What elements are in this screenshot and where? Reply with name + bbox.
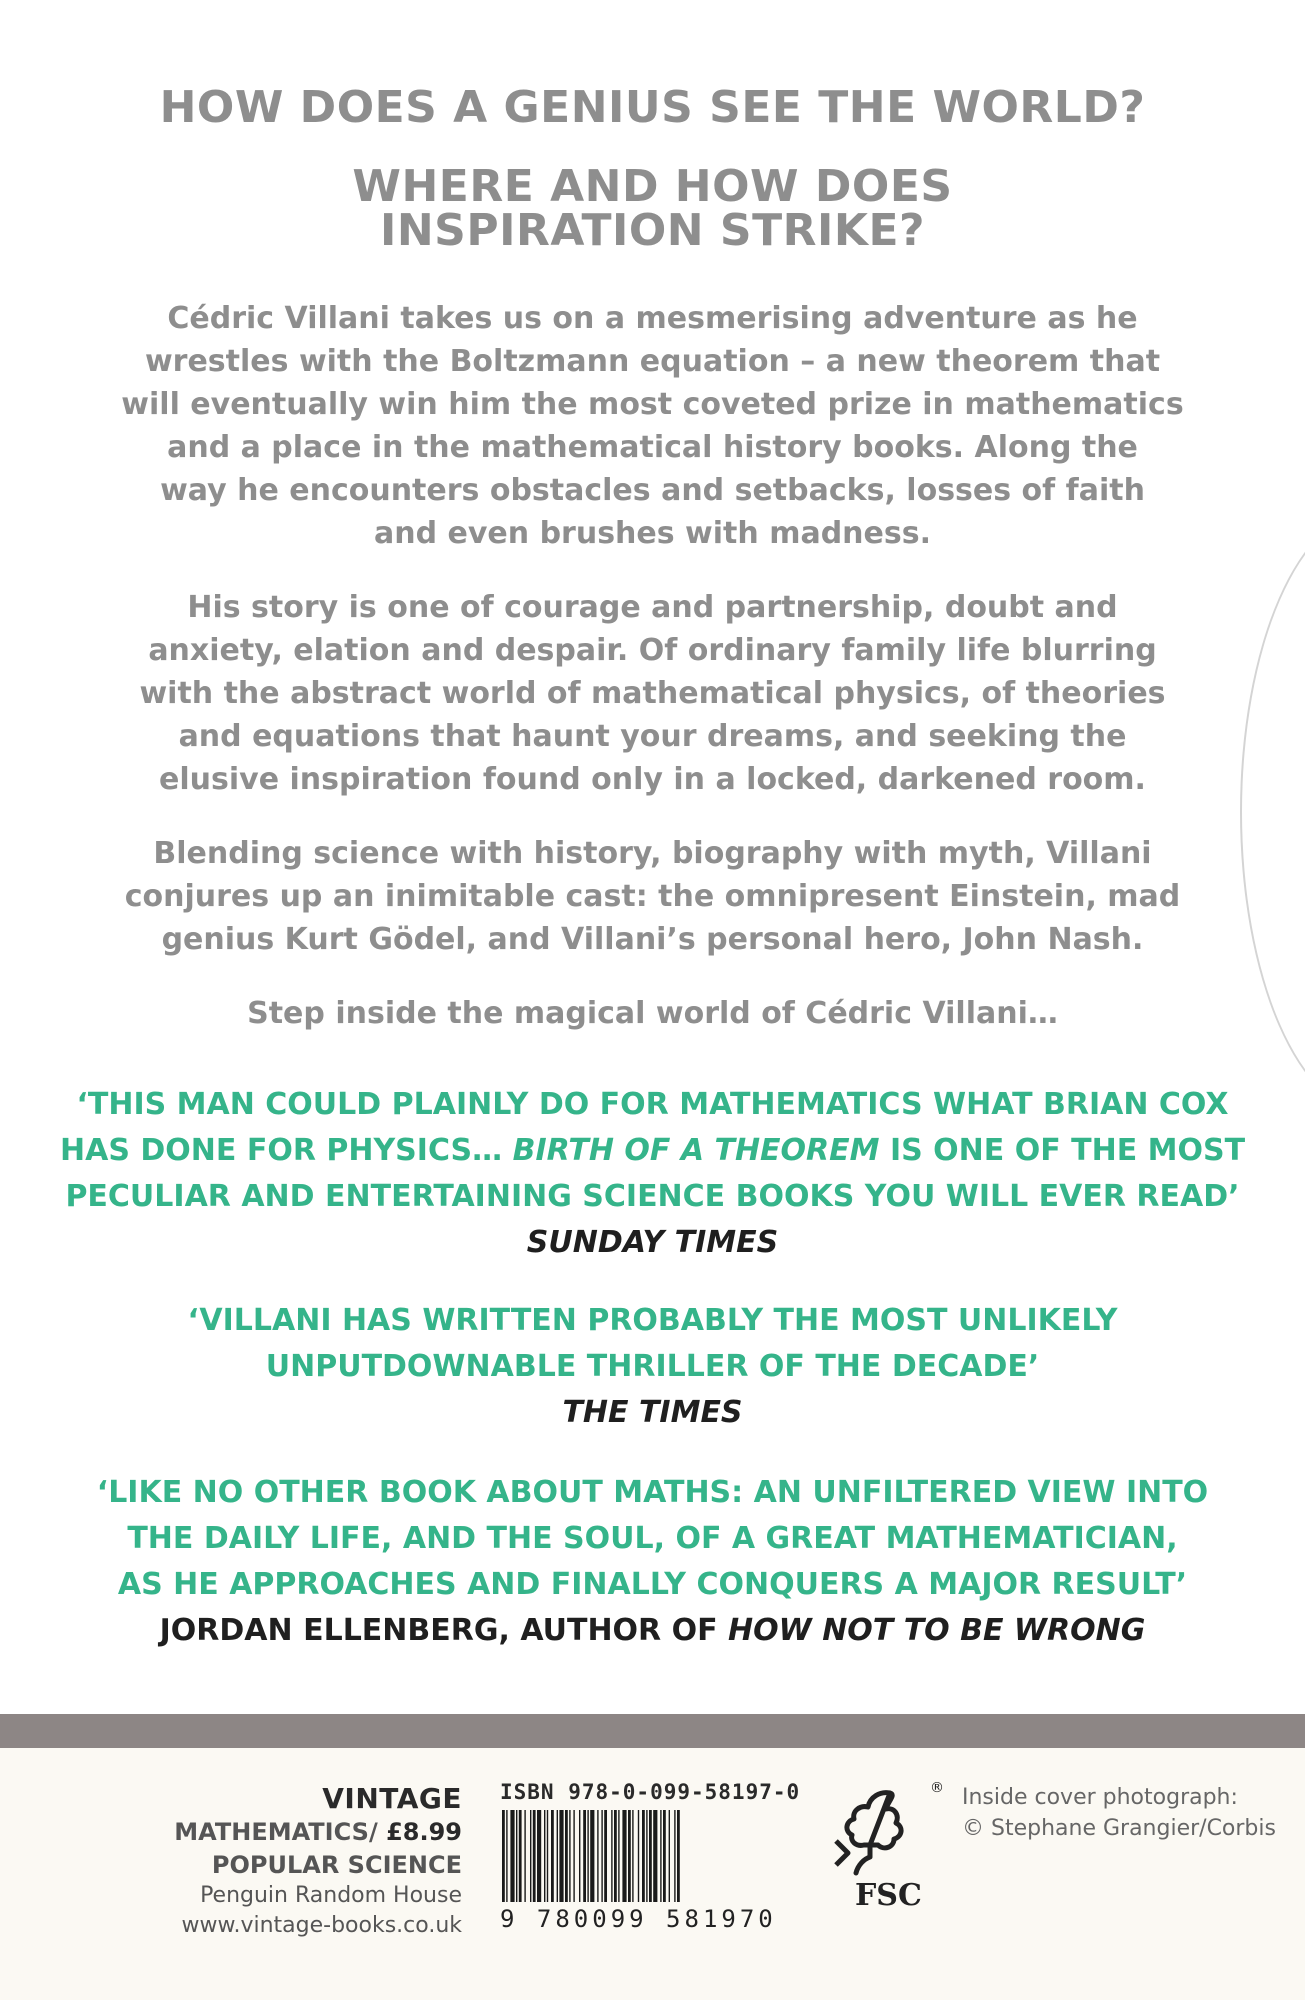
blurb-line: and a place in the mathematical history books. Along the xyxy=(167,430,1138,465)
book-title: BIRTH OF A THEOREM xyxy=(512,1133,880,1168)
registered-mark: ® xyxy=(930,1780,944,1796)
blurb-line: Cédric Villani takes us on a mesmerising adventure as he xyxy=(167,301,1138,336)
quote-source: THE TIMES xyxy=(562,1395,743,1430)
review-quote-2 xyxy=(60,1298,1245,1436)
photo-credit-line: © Stephane Grangier/Corbis xyxy=(962,1816,1276,1841)
isbn-label: ISBN 978-0-099-58197-0 xyxy=(500,1780,801,1804)
publisher-website: www.vintage-books.co.uk xyxy=(181,1913,462,1938)
quote-text: HAS DONE FOR PHYSICS… xyxy=(60,1133,513,1168)
barcode-digits: 9 780099 581970 xyxy=(500,1905,777,1933)
category-line: POPULAR SCIENCE xyxy=(211,1851,462,1879)
blurb-paragraph-1 xyxy=(100,297,1205,555)
review-quote-1 xyxy=(60,1082,1245,1266)
quote-line: PECULIAR AND ENTERTAINING SCIENCE BOOKS YOU WILL EVER READ’ xyxy=(65,1179,1240,1214)
headline-question-2 xyxy=(0,161,1305,256)
blurb-line: Blending science with history, biography with myth, Villani xyxy=(153,836,1152,871)
blurb-line: will eventually win him the most coveted prize in mathematics xyxy=(121,387,1184,422)
blurb-line: genius Kurt Gödel, and Villani’s personal hero, John Nash. xyxy=(161,922,1144,957)
blurb-paragraph-4 xyxy=(100,992,1205,1035)
barcode xyxy=(498,1810,798,1902)
imprint-name: Penguin Random House xyxy=(200,1883,462,1908)
quote-line: AS HE APPROACHES AND FINALLY CONQUERS A MAJOR RESULT’ xyxy=(117,1567,1188,1602)
blurb-line: conjures up an inimitable cast: the omnipresent Einstein, mad xyxy=(124,879,1181,914)
blurb-line: anxiety, elation and despair. Of ordinary family life blurring xyxy=(148,633,1157,668)
publisher-name: VINTAGE xyxy=(322,1782,462,1815)
fsc-label: FSC xyxy=(855,1878,922,1913)
quote-line: ‘VILLANI HAS WRITTEN PROBABLY THE MOST UNLIKELY xyxy=(187,1303,1118,1338)
photo-credit xyxy=(962,1782,1276,1844)
quote-line: ‘LIKE NO OTHER BOOK ABOUT MATHS: AN UNFILTERED VIEW INTO xyxy=(96,1475,1209,1510)
blurb-line: wrestles with the Boltzmann equation – a new theorem that xyxy=(144,344,1161,379)
headline-question-1: HOW DOES A GENIUS SEE THE WORLD? xyxy=(159,82,1146,133)
category-text: MATHEMATICS/ xyxy=(174,1818,378,1846)
blurb-line: Step inside the magical world of Cédric Villani… xyxy=(247,996,1058,1031)
quote-line: THE DAILY LIFE, AND THE SOUL, OF A GREAT MATHEMATICIAN, xyxy=(127,1521,1178,1556)
quote-source: SUNDAY TIMES xyxy=(526,1225,779,1260)
publisher-block xyxy=(100,1782,462,1941)
quote-source-author: JORDAN ELLENBERG, AUTHOR OF xyxy=(159,1613,729,1648)
fsc-tree-logo-icon xyxy=(830,1785,920,1880)
quote-line xyxy=(60,1128,1245,1174)
quote-text: IS ONE OF THE MOST xyxy=(879,1133,1246,1168)
blurb-line: and equations that haunt your dreams, and seeking the xyxy=(178,719,1127,754)
blurb-line: His story is one of courage and partnership, doubt and xyxy=(187,590,1118,625)
blurb-paragraph-2 xyxy=(100,586,1205,801)
blurb-line: way he encounters obstacles and setbacks, losses of faith xyxy=(160,473,1145,508)
blurb-line: with the abstract world of mathematical physics, of theories xyxy=(139,676,1166,711)
quote-source xyxy=(60,1608,1245,1654)
book-title: HOW NOT TO BE WRONG xyxy=(728,1613,1146,1648)
headline-question-2-line: INSPIRATION STRIKE? xyxy=(379,205,926,256)
blurb-line: elusive inspiration found only in a locked, darkened room. xyxy=(159,762,1146,797)
price: £8.99 xyxy=(386,1818,462,1846)
photo-credit-line: Inside cover photograph: xyxy=(962,1785,1238,1810)
blurb-line: and even brushes with madness. xyxy=(374,516,931,551)
headline-question-2-line: WHERE AND HOW DOES xyxy=(352,161,953,212)
quote-line: ‘THIS MAN COULD PLAINLY DO FOR MATHEMATICS WHAT BRIAN COX xyxy=(76,1087,1229,1122)
quote-line: UNPUTDOWNABLE THRILLER OF THE DECADE’ xyxy=(265,1349,1040,1384)
divider-band xyxy=(0,1714,1305,1748)
review-quote-3 xyxy=(60,1470,1245,1654)
category-line xyxy=(100,1817,462,1848)
blurb-paragraph-3 xyxy=(100,832,1205,961)
